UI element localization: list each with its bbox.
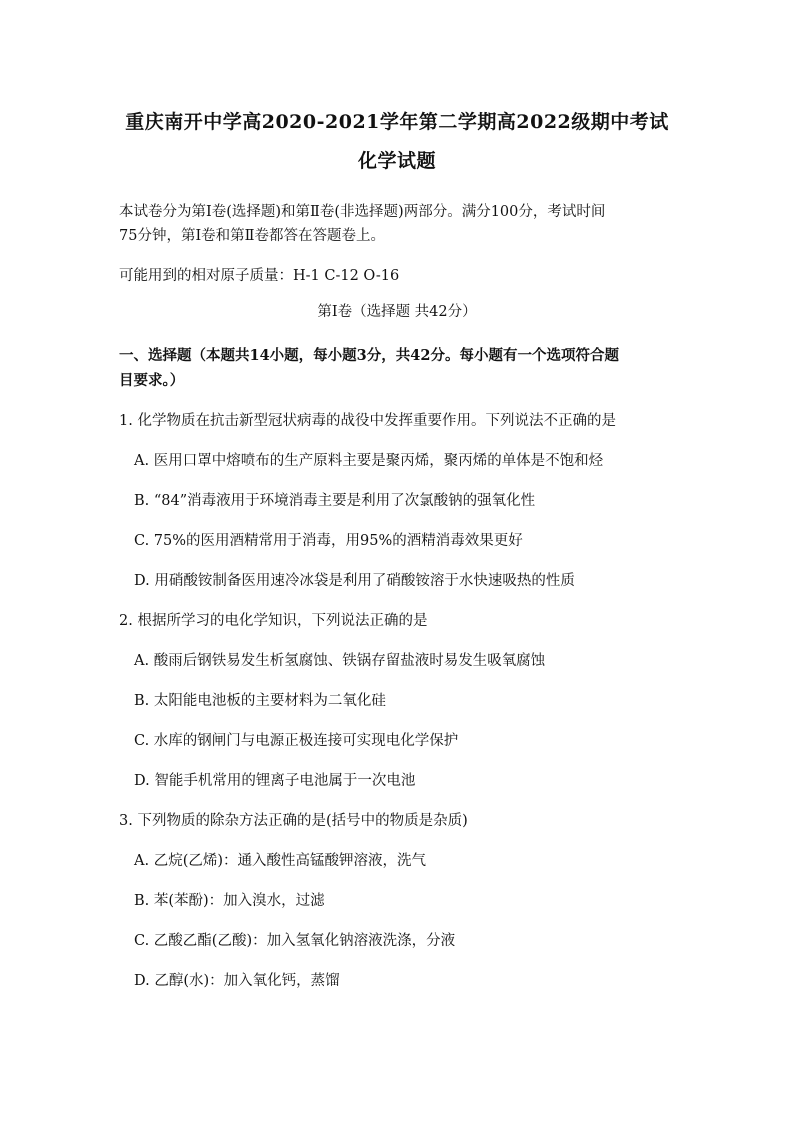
question-3-option-a: A. 乙烷(乙烯)：通入酸性高锰酸钾溶液，洗气 (134, 853, 427, 869)
atomic-mass-note: 可能用到的相对原子质量：H-1 C-12 O-16 (119, 268, 400, 284)
question-1-option-d: D. 用硝酸铵制备医用速冷冰袋是利用了硝酸铵溶于水快速吸热的性质 (134, 573, 575, 589)
question-3-option-b: B. 苯(苯酚)：加入溴水，过滤 (134, 893, 325, 909)
question-1-option-b: B. “84”消毒液用于环境消毒主要是利用了次氯酸钠的强氧化性 (134, 493, 536, 509)
question-3-option-d: D. 乙醇(水)：加入氧化钙，蒸馏 (134, 973, 340, 989)
question-1-option-a: A. 医用口罩中熔喷布的生产原料主要是聚丙烯，聚丙烯的单体是不饱和烃 (134, 453, 604, 469)
question-2-option-b: B. 太阳能电池板的主要材料为二氧化硅 (134, 693, 386, 709)
exam-subtitle: 化学试题 (357, 150, 436, 172)
question-1-stem: 1. 化学物质在抗击新型冠状病毒的战役中发挥重要作用。下列说法不正确的是 (119, 413, 616, 429)
section-instruction-line-2: 目要求。） (119, 372, 185, 389)
question-2-option-a: A. 酸雨后钢铁易发生析氢腐蚀、铁锅存留盐液时易发生吸氧腐蚀 (134, 653, 546, 669)
section-heading: 第Ⅰ卷（选择题 共42分） (317, 304, 477, 320)
section-instruction-line-1: 一、选择题（本题共14小题，每小题3分，共42分。每小题有一个选项符合题 (119, 347, 619, 364)
question-1-option-c: C. 75%的医用酒精常用于消毒，用95%的酒精消毒效果更好 (134, 533, 523, 549)
exam-title: 重庆南开中学高2020-2021学年第二学期高2022级期中考试 (125, 111, 669, 133)
intro-line-1: 本试卷分为第Ⅰ卷(选择题)和第Ⅱ卷(非选择题)两部分。满分100分，考试时间 (119, 204, 606, 220)
intro-line-2: 75分钟，第Ⅰ卷和第Ⅱ卷都答在答题卷上。 (119, 228, 386, 244)
question-3-stem: 3. 下列物质的除杂方法正确的是(括号中的物质是杂质) (119, 813, 468, 829)
question-2-stem: 2. 根据所学习的电化学知识，下列说法正确的是 (119, 613, 428, 629)
question-2-option-d: D. 智能手机常用的锂离子电池属于一次电池 (134, 773, 416, 789)
question-3-option-c: C. 乙酸乙酯(乙酸)：加入氢氧化钠溶液洗涤，分液 (134, 933, 456, 949)
question-2-option-c: C. 水库的钢闸门与电源正极连接可实现电化学保护 (134, 733, 459, 749)
